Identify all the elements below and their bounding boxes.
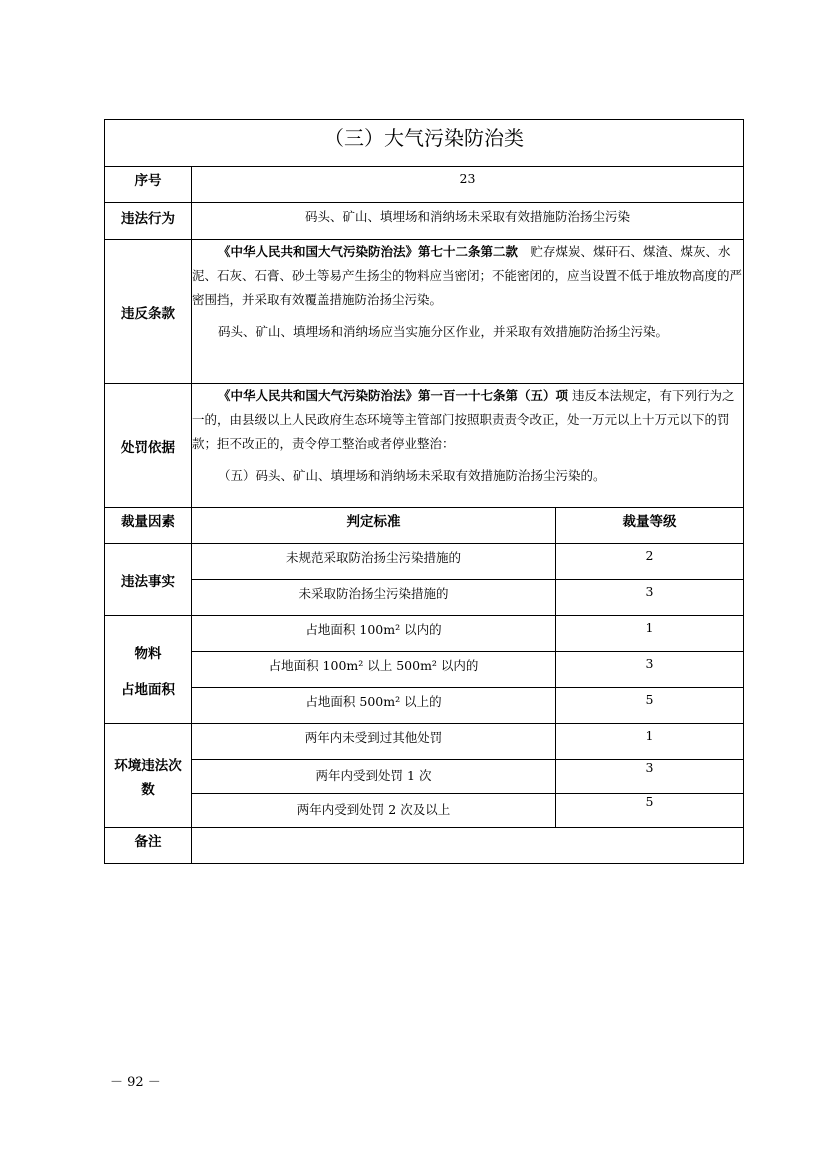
level-cell: 2 — [556, 544, 744, 580]
penalty-basis-content — [192, 384, 744, 508]
level-header: 裁量等级 — [556, 508, 744, 544]
factor-count-line1: 环境违法次 — [114, 757, 182, 774]
level-cell: 5 — [556, 794, 744, 828]
penalty-table — [104, 119, 744, 864]
remarks-value — [192, 828, 744, 864]
table-row — [105, 652, 744, 688]
factor-header: 裁量因素 — [105, 508, 192, 544]
remarks-label: 备注 — [105, 828, 192, 864]
level-cell: 1 — [556, 724, 744, 760]
table-row — [105, 724, 744, 760]
serial-row — [105, 167, 744, 203]
factor-illegal-fact: 违法事实 — [105, 544, 192, 616]
title-row — [105, 120, 744, 167]
violated-clause-row — [105, 240, 744, 384]
penalty-basis-text2: （五）码头、矿山、填埋场和消纳场未采取有效措施防治扬尘污染的。 — [218, 468, 606, 483]
level-cell: 3 — [556, 760, 744, 794]
table-row — [105, 760, 744, 794]
violated-clause-law: 《中华人民共和国大气污染防治法》第七十二条第二款 — [218, 244, 519, 259]
violated-clause-label: 违反条款 — [105, 240, 192, 384]
penalty-basis-label: 处罚依据 — [105, 384, 192, 508]
criteria-cell: 占地面积 100m² 以内的 — [192, 616, 556, 652]
serial-value: 23 — [192, 167, 744, 203]
factor-count-line2: 数 — [141, 781, 155, 798]
violation-label: 违法行为 — [105, 203, 192, 240]
level-cell: 3 — [556, 580, 744, 616]
table-row — [105, 688, 744, 724]
penalty-basis-row — [105, 384, 744, 508]
page-number: － 92 － — [110, 1075, 161, 1090]
factor-material-line1: 物料 — [134, 645, 162, 662]
section-title: （三）大气污染防治类 — [105, 120, 744, 167]
table-row — [105, 544, 744, 580]
table-row — [105, 580, 744, 616]
table-row — [105, 794, 744, 828]
criteria-header: 判定标准 — [192, 508, 556, 544]
violation-value: 码头、矿山、填埋场和消纳场未采取有效措施防治扬尘污染 — [192, 203, 744, 240]
violation-row — [105, 203, 744, 240]
level-cell: 5 — [556, 688, 744, 724]
remarks-row — [105, 828, 744, 864]
criteria-cell: 未规范采取防治扬尘污染措施的 — [192, 544, 556, 580]
factor-material-line2: 占地面积 — [121, 681, 175, 698]
factor-material-area — [105, 616, 192, 724]
level-cell: 3 — [556, 652, 744, 688]
criteria-cell: 两年内未受到过其他处罚 — [192, 724, 556, 760]
table-row — [105, 616, 744, 652]
discretion-header-row — [105, 508, 744, 544]
criteria-cell: 占地面积 100m² 以上 500m² 以内的 — [192, 652, 556, 688]
criteria-cell: 两年内受到处罚 1 次 — [192, 760, 556, 794]
serial-label: 序号 — [105, 167, 192, 203]
penalty-basis-text1: 违反本法规定，有下列行为之一的，由县级以上人民政府生态环境等主管部门按照职责责令改正，处一万元以上十万元以下的罚款；拒不改正的，责令停工整治或者停业整治： — [192, 388, 735, 451]
violated-clause-content — [192, 240, 744, 384]
criteria-cell: 占地面积 500m² 以上的 — [192, 688, 556, 724]
violated-clause-text2: 码头、矿山、填埋场和消纳场应当实施分区作业，并采取有效措施防治扬尘污染。 — [218, 324, 669, 339]
penalty-basis-law: 《中华人民共和国大气污染防治法》第一百一十七条第（五）项 — [218, 388, 569, 403]
factor-violation-count — [105, 724, 192, 828]
criteria-cell: 未采取防治扬尘污染措施的 — [192, 580, 556, 616]
violated-clause-text1: 贮存煤炭、煤矸石、煤渣、煤灰、水泥、石灰、石膏、砂土等易产生扬尘的物料应当密闭；不能密闭的，应当设置不低于堆放物高度的严密围挡，并采取有效覆盖措施防治扬尘污染。 — [192, 244, 743, 307]
level-cell: 1 — [556, 616, 744, 652]
criteria-cell: 两年内受到处罚 2 次及以上 — [192, 794, 556, 828]
